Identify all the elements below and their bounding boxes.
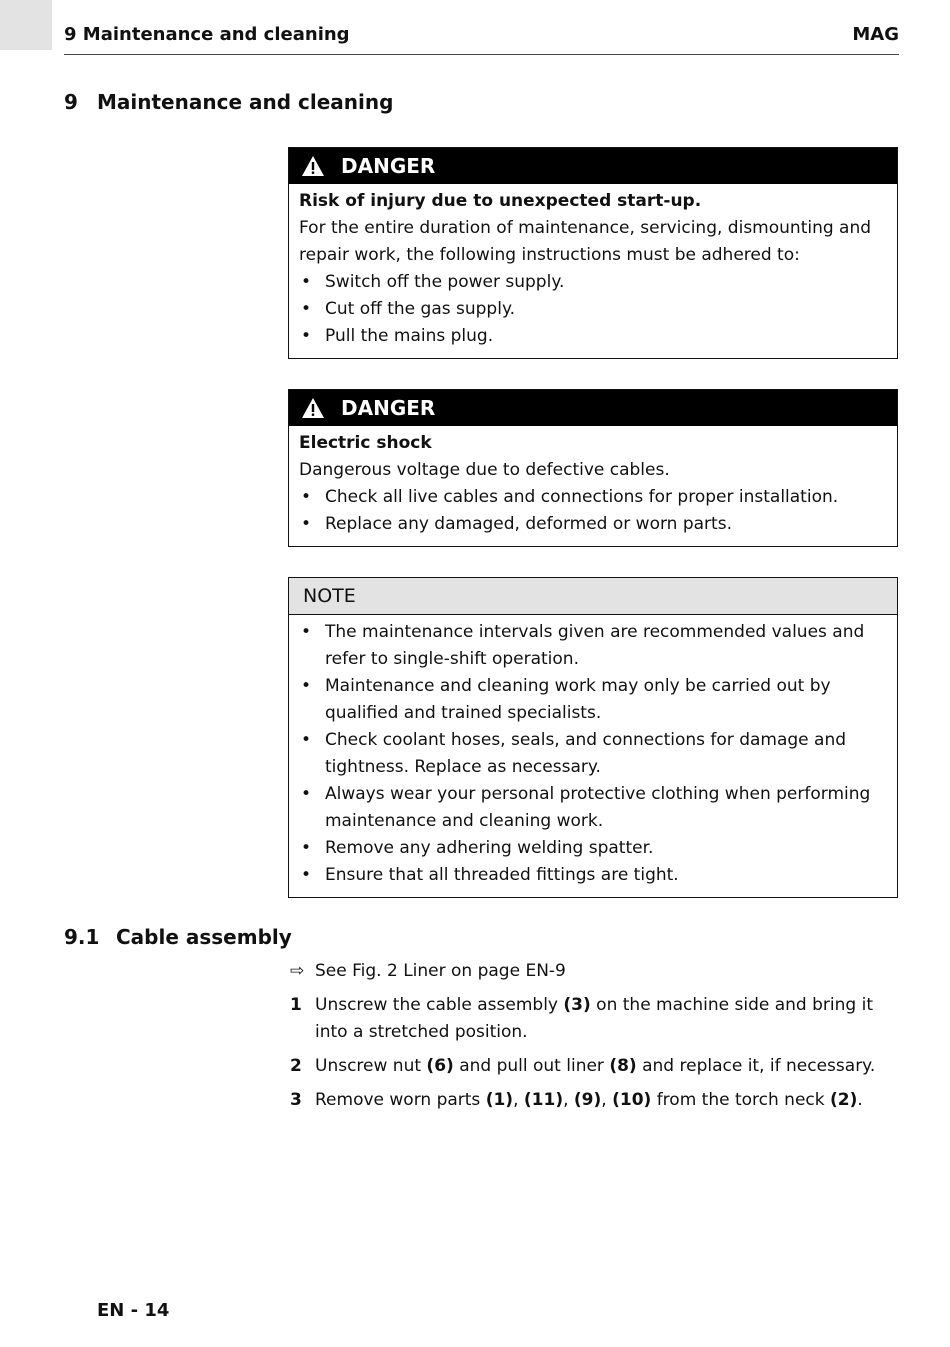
note-label: NOTE	[303, 585, 356, 607]
arrow-right-icon: ⇨	[290, 961, 305, 981]
step-item	[290, 1087, 890, 1114]
danger-lead: Electric shock	[299, 433, 432, 453]
part-ref: (3)	[563, 995, 591, 1015]
part-ref: (6)	[426, 1056, 454, 1076]
danger-lead: Risk of injury due to unexpected start-up.	[299, 191, 702, 211]
section-number: 9	[64, 90, 78, 114]
page-corner-tab	[0, 0, 52, 50]
step-text: from the torch neck	[651, 1090, 831, 1110]
subsection-title: Cable assembly	[116, 925, 292, 949]
danger-header	[289, 390, 897, 426]
part-ref: (8)	[609, 1056, 637, 1076]
list-item: • Replace any damaged, deformed or worn parts.	[299, 511, 887, 538]
part-ref: (11)	[523, 1090, 564, 1110]
note-header	[289, 578, 897, 615]
step-text: on the machine side and bring it into a stretched position.	[315, 995, 873, 1042]
figure-reference	[290, 958, 890, 985]
step-text: ,	[601, 1090, 613, 1110]
list-item: • Maintenance and cleaning work may only be carried out by qualified and trained specialists.	[299, 673, 887, 727]
step-text: .	[857, 1090, 863, 1110]
danger-text: Dangerous voltage due to defective cables.	[299, 460, 670, 480]
list-item: • Cut off the gas supply.	[299, 296, 887, 323]
step-number: 2	[290, 1056, 302, 1076]
subsection-heading	[64, 925, 292, 949]
step-text: and replace it, if necessary.	[636, 1056, 876, 1076]
header-product: MAG	[852, 24, 899, 45]
step-item	[290, 1053, 890, 1080]
step-text: Unscrew the cable assembly	[315, 995, 564, 1015]
danger-header	[289, 148, 897, 184]
running-header	[64, 24, 899, 55]
danger-text: For the entire duration of maintenance, servicing, dismounting and repair work, the following instructions must be adhered to:	[299, 218, 872, 265]
list-item: • Check all live cables and connections for proper installation.	[299, 484, 887, 511]
part-ref: (2)	[830, 1090, 858, 1110]
part-ref: (9)	[573, 1090, 602, 1110]
page-number: EN - 14	[97, 1300, 170, 1321]
step-text: Unscrew nut	[315, 1056, 427, 1076]
step-text: ,	[513, 1090, 524, 1110]
section-heading	[64, 90, 393, 114]
part-ref: (1)	[485, 1090, 514, 1110]
note-box	[288, 577, 898, 898]
subsection-number: 9.1	[64, 925, 100, 949]
list-item: • The maintenance intervals given are recommended values and refer to single-shift operation.	[299, 619, 887, 673]
danger-label: DANGER	[341, 396, 436, 420]
list-item: • Check coolant hoses, seals, and connections for damage and tightness. Replace as necessary.	[299, 727, 887, 781]
list-item: • Ensure that all threaded fittings are tight.	[299, 862, 887, 889]
part-ref: (10)	[612, 1090, 652, 1110]
instruction-steps	[290, 958, 890, 1121]
danger-box-electric	[288, 389, 898, 547]
list-item: • Always wear your personal protective clothing when performing maintenance and cleaning work.	[299, 781, 887, 835]
step-number: 1	[290, 995, 302, 1015]
warning-icon	[301, 397, 325, 419]
warning-icon	[301, 155, 325, 177]
danger-label: DANGER	[341, 154, 436, 178]
list-item: • Remove any adhering welding spatter.	[299, 835, 887, 862]
header-chapter: 9 Maintenance and cleaning	[64, 24, 350, 45]
list-item: • Pull the mains plug.	[299, 323, 887, 350]
step-text: ,	[563, 1090, 574, 1110]
step-item	[290, 992, 890, 1046]
list-item: • Switch off the power supply.	[299, 269, 887, 296]
reference-text: See Fig. 2 Liner on page EN-9	[315, 961, 566, 981]
danger-box-startup	[288, 147, 898, 359]
section-title: Maintenance and cleaning	[97, 90, 394, 114]
step-text: and pull out liner	[453, 1056, 610, 1076]
step-text: Remove worn parts	[315, 1090, 486, 1110]
step-number: 3	[290, 1090, 302, 1110]
